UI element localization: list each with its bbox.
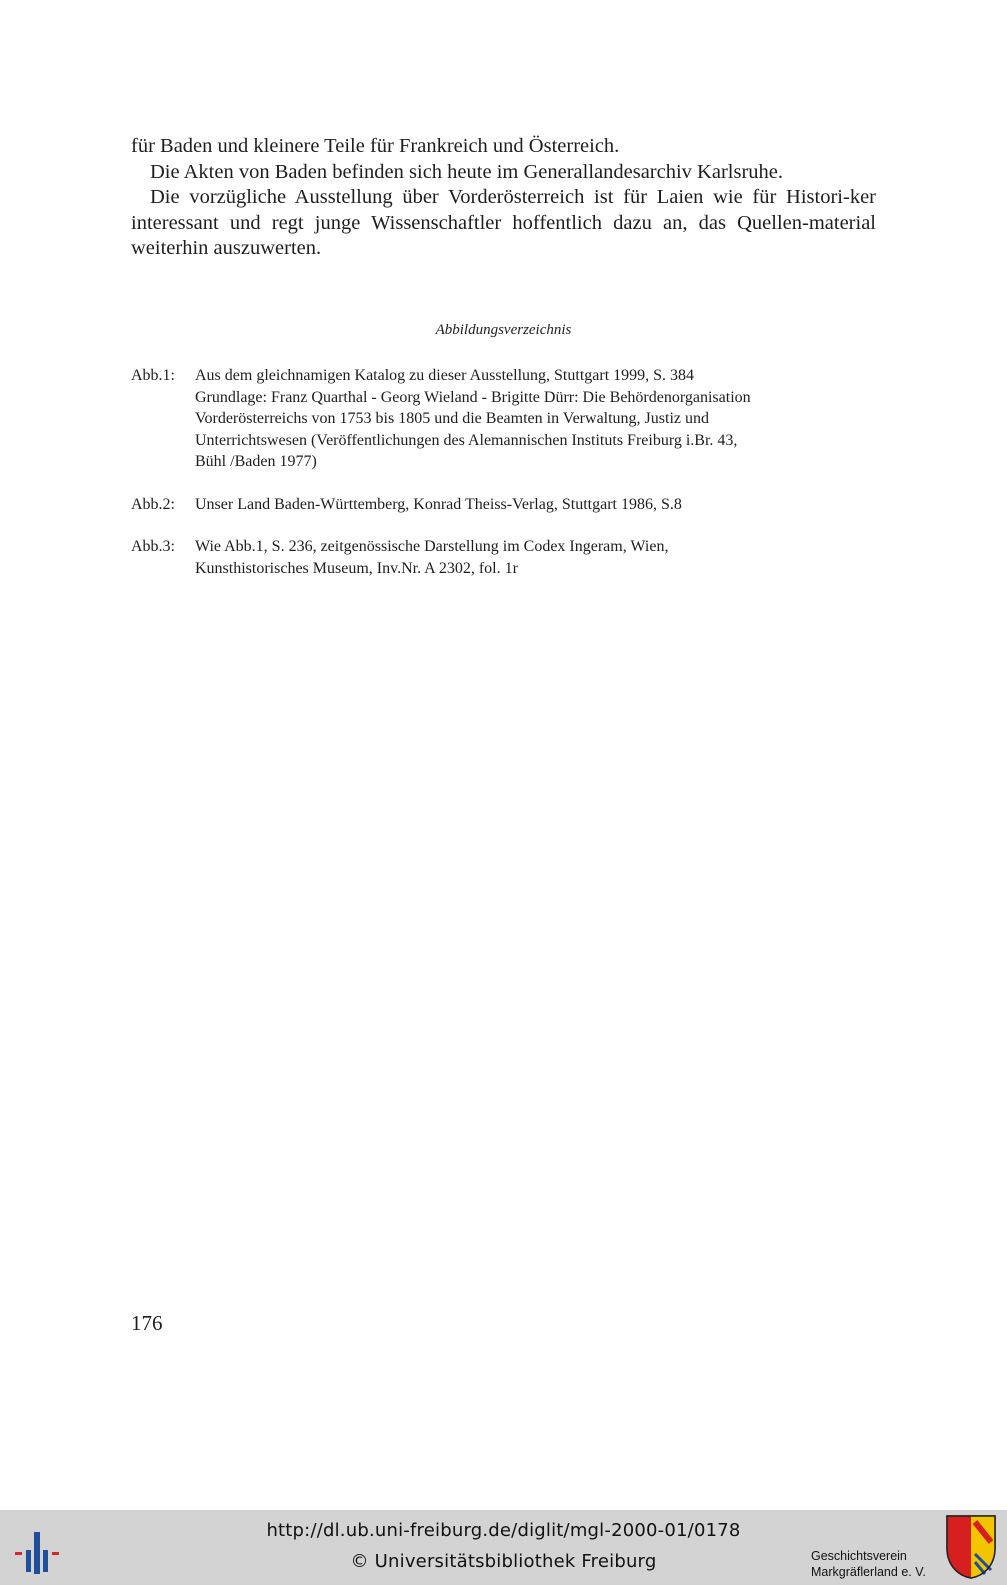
page-number: 176 [131, 1311, 163, 1335]
caption-line: Aus dem gleichnamigen Katalog zu dieser Ausstellung, Stuttgart 1999, S. 384 [195, 367, 695, 384]
caption-line: Wie Abb.1, S. 236, zeitgenössische Darstellung im Codex Ingeram, Wien, [195, 538, 669, 555]
society-name-line-1: Geschichtsverein [811, 1549, 907, 1563]
caption-line: Unser Land Baden-Württemberg, Konrad Theiss-Verlag, Stuttgart 1986, S.8 [195, 495, 682, 513]
caption-line: Kunsthistorisches Museum, Inv.Nr. A 2302, fol. 1r [195, 559, 518, 577]
caption-line: Bühl /Baden 1977) [195, 453, 317, 470]
paragraph-2: Die Akten von Baden befinden sich heute im Generallandesarchiv Karlsruhe. [150, 160, 784, 183]
society-name [811, 1548, 926, 1580]
figure-caption [195, 494, 831, 516]
figure-entry-2 [131, 494, 831, 516]
figure-label: Abb.1: [131, 367, 175, 384]
coat-of-arms-icon [945, 1514, 997, 1580]
society-name-line-2: Markgräflerland e. V. [811, 1565, 926, 1579]
figure-caption [195, 365, 831, 473]
figures-list [131, 365, 831, 600]
figure-entry-1 [131, 365, 831, 473]
figures-heading: Abbildungsverzeichnis [435, 322, 572, 338]
figure-label: Abb.3: [131, 538, 175, 555]
body-text [131, 134, 876, 262]
caption-line: Vorderösterreichs von 1753 bis 1805 und die Beamten in Verwaltung, Justiz und [195, 410, 709, 427]
permalink-url[interactable]: http://dl.ub.uni-freiburg.de/diglit/mgl-2000-01/0178 [266, 1520, 741, 1541]
caption-line: Unterrichtswesen (Veröffentlichungen des Alemannischen Instituts Freiburg i.Br. 43, [195, 431, 738, 449]
paragraph-1: für Baden und kleinere Teile für Frankreich und Österreich. [131, 135, 620, 157]
copyright-notice: © Universitätsbibliothek Freiburg [350, 1551, 657, 1572]
caption-line: Grundlage: Franz Quarthal - Georg Wieland - Brigitte Dürr: Die Behördenorganisation [195, 388, 751, 406]
footer-bar [0, 1510, 1007, 1585]
figure-label: Abb.2: [131, 495, 175, 513]
figure-entry-3 [131, 536, 831, 579]
paragraph-3: Die vorzügliche Ausstellung über Vorderösterreich ist für Laien wie für Histori-ker interessant und regt junge Wissenschaftler hoffentlich dazu an, das Quellen-material weiterhin auszuwerten. [131, 186, 876, 259]
figure-caption [195, 536, 831, 579]
